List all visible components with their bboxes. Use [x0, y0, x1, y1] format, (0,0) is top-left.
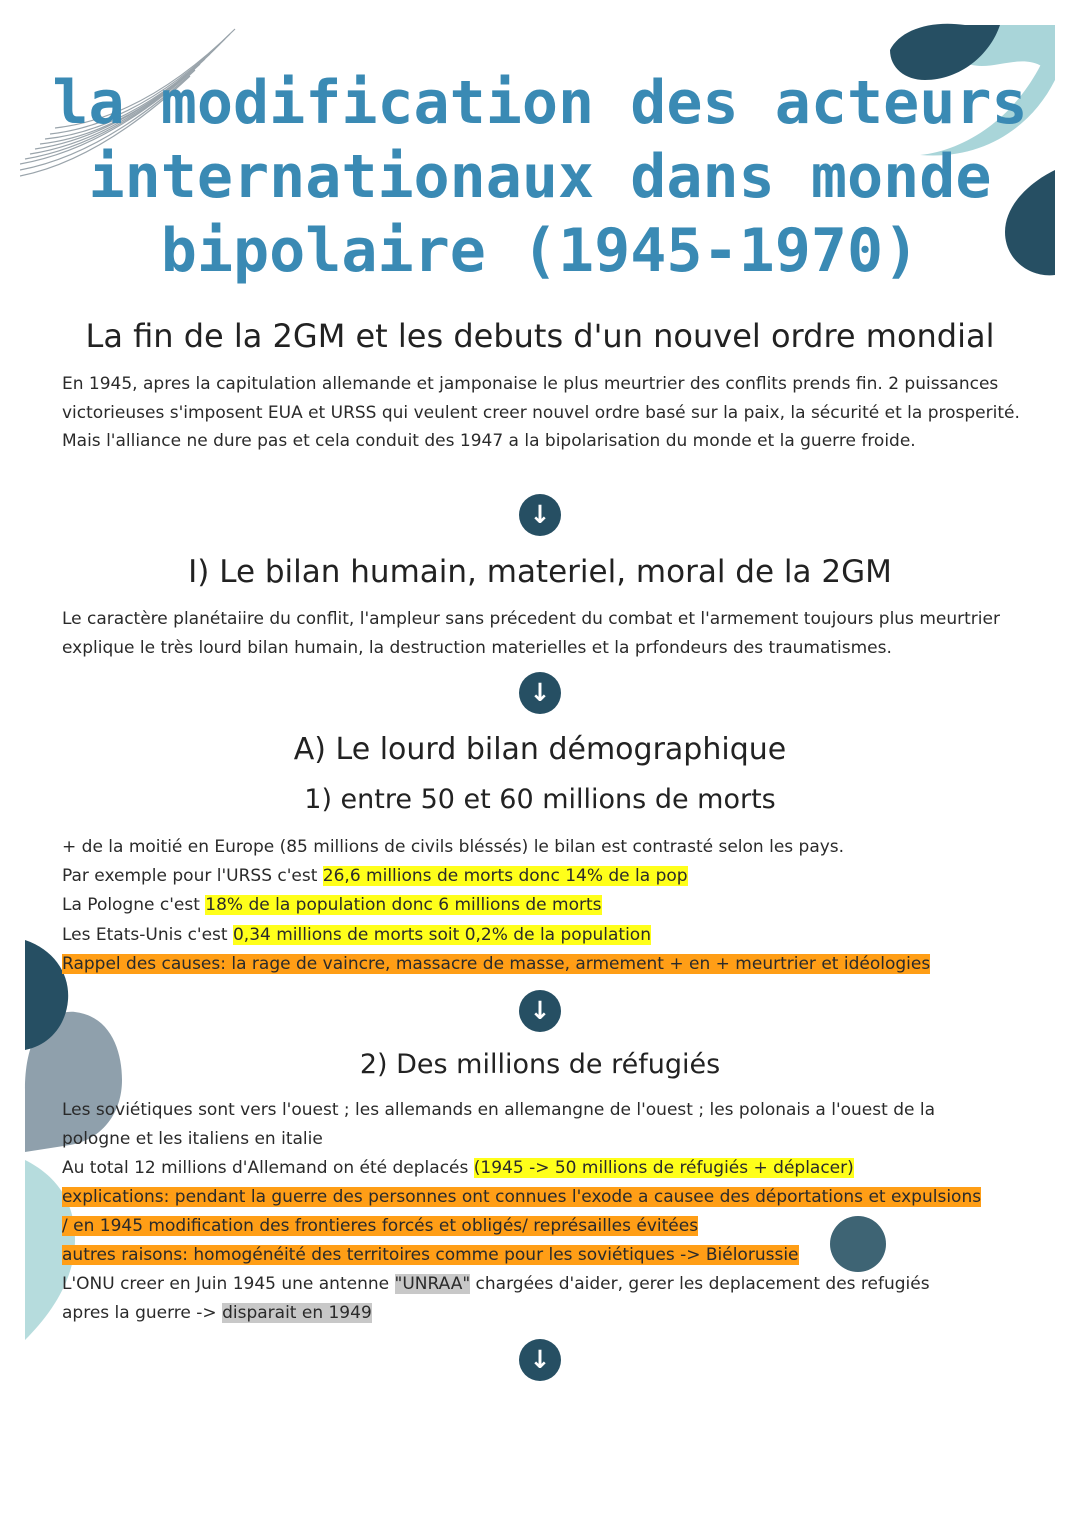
text-line: [62, 950, 930, 979]
text-line: Les soviétiques sont vers l'ouest ; les allemands en allemangne de l'ouest ; les polonais a l'ouest de la: [62, 1100, 935, 1120]
highlight-orange: autres raisons: homogénéité des territoires comme pour les soviétiques -> Biélorussie: [62, 1245, 799, 1265]
title-line-3: bipolaire (1945-1970): [160, 216, 920, 286]
highlight-gray: disparait en 1949: [222, 1303, 372, 1323]
section-a-heading: A) Le lourd bilan démographique: [293, 732, 787, 767]
text-span: L'ONU creer en Juin 1945 une antenne: [62, 1274, 395, 1294]
text-line: [62, 1241, 799, 1270]
section-1-heading: I) Le bilan humain, materiel, moral de la 2GM: [188, 554, 892, 590]
highlight-yellow: 26,6 millions de morts donc 14% de la pop: [322, 866, 688, 886]
highlight-yellow: (1945 -> 50 millions de réfugiés + déplacer): [473, 1158, 854, 1178]
text-span: apres la guerre ->: [62, 1303, 223, 1323]
subsection-1-heading: 1) entre 50 et 60 millions de morts: [304, 784, 776, 815]
text-span: Les Etats-Unis c'est: [62, 925, 233, 945]
text-line: [62, 1270, 930, 1299]
intro-heading: La fin de la 2GM et les debuts d'un nouvel ordre mondial: [85, 317, 995, 355]
highlight-yellow: 18% de la population donc 6 millions de morts: [205, 895, 602, 915]
text-line: + de la moitié en Europe (85 millions de civils bléssés) le bilan est contrasté selon les pays.: [62, 837, 845, 857]
arrow-down-icon: ↓: [519, 672, 561, 714]
section-1-paragraph: Le caractère planétaiire du conflit, l'ampleur sans précedent du combat et l'armement toujours plus meurtrier explique le très lourd bilan humain, la destruction materielles et la prfondeurs des traumatismes.: [62, 609, 1000, 658]
text-span: chargées d'aider, gerer les deplacement des refugiés: [470, 1274, 930, 1294]
text-line: [62, 891, 602, 920]
dark-dot-decoration: [828, 1214, 888, 1274]
highlight-orange: explications: pendant la guerre des personnes ont connues l'exode a causee des déportations et expulsions: [62, 1187, 982, 1207]
text-line: [62, 862, 688, 891]
text-line: pologne et les italiens en italie: [62, 1129, 323, 1149]
highlight-orange: / en 1945 modification des frontieres forcés et obligés/ représailles évitées: [62, 1216, 699, 1236]
highlight-yellow: 0,34 millions de morts soit 0,2% de la population: [232, 925, 651, 945]
text-line: [62, 1212, 698, 1241]
arrow-down-icon: ↓: [519, 1339, 561, 1381]
highlight-gray: "UNRAA": [394, 1274, 471, 1294]
intro-paragraph: En 1945, apres la capitulation allemande et jamponaise le plus meurtrier des conflits prends fin. 2 puissances victorieuses s'imposent EUA et URSS qui veulent creer nouvel ordre basé sur la paix, la sécurité et la prosperité. Mais l'alliance ne dure pas et cela conduit des 1947 a la bipolarisation du monde et la guerre froide.: [62, 374, 1020, 451]
text-span: Au total 12 millions d'Allemand on été deplacés: [62, 1158, 474, 1178]
arrow-down-icon: ↓: [519, 494, 561, 536]
text-line: [62, 1154, 854, 1183]
text-line: [62, 921, 651, 950]
highlight-orange: Rappel des causes: la rage de vaincre, massacre de masse, armement + en + meurtrier et idéologies: [62, 954, 931, 974]
page-title: [0, 66, 1080, 288]
text-line: [62, 1299, 372, 1328]
subsection-2-heading: 2) Des millions de réfugiés: [359, 1049, 721, 1080]
text-line: [62, 1183, 981, 1212]
text-span: Par exemple pour l'URSS c'est: [62, 866, 323, 886]
title-line-1: la modification des acteurs: [52, 68, 1028, 138]
title-line-2: internationaux dans monde: [88, 142, 992, 212]
text-span: La Pologne c'est: [62, 895, 206, 915]
arrow-down-icon: ↓: [519, 990, 561, 1032]
